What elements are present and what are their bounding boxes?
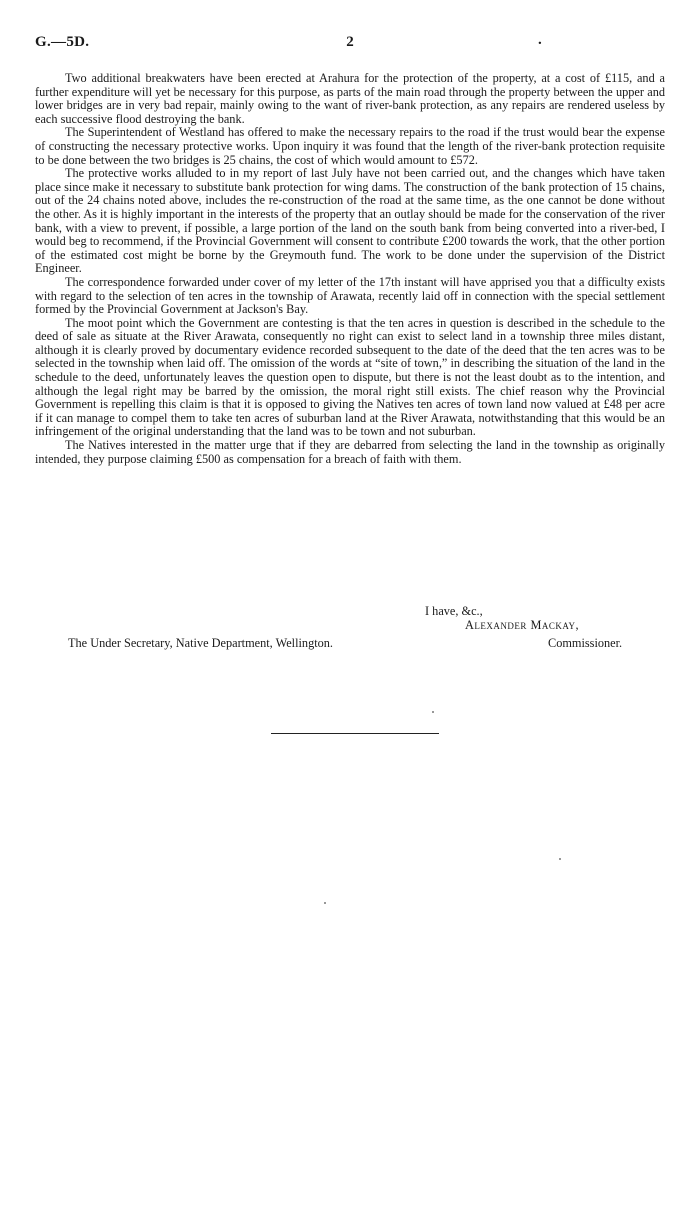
paragraph-breakwaters: Two additional breakwaters have been erected at Arahura for the protection of the property, at a cost of £115, and a further expenditure will yet be necessary for this purpose, as parts of the main road through the property between the upper and lower bridges are in very bad repair, mainly owing to the want of river-bank protection, as any repairs are rendered useless by each successive flood destroying the bank. <box>35 71 665 126</box>
page-header <box>35 34 665 54</box>
paragraph-natives-claim: The Natives interested in the matter urge that if they are debarred from selecting the land in the township as originally intended, they purpose claiming £500 as compensation for a breach of faith with them. <box>35 438 665 466</box>
document-reference: G.—5D. <box>35 34 90 50</box>
paragraph-correspondence: The correspondence forwarded under cover of my letter of the 17th instant will have apprised you that a difficulty exists with regard to the selection of ten acres in the township of Arawata, recently laid off in connection with the special settlement formed by the Provincial Government at Jackson's Bay. <box>35 274 665 317</box>
header-mark: . <box>538 32 542 48</box>
paragraph-superintendent: The Superintendent of Westland has offered to make the necessary repairs to the road if the trust would bear the expense of constructing the necessary protective works. Upon inquiry it was found that the length of the river-bank protection requisite to be done between the two bridges is 25 chains, the cost of which would amount to £572. <box>35 125 665 167</box>
salutation: I have, &c., <box>425 604 483 618</box>
print-speck <box>324 902 326 904</box>
paragraph-moot-point: The moot point which the Government are contesting is that the ten acres in question is described in the schedule to the deed of sale as situate at the River Arawata, consequently no right can exist to select land in a township three miles distant, although it is clearly proved by documentary evidence recorded subsequent to the date of the deed that the ten acres was to be selected in the township when laid off. The omission of the words at “site of town,” in describing the situation of the land in the schedule to the deed, unfortunately leaves the question open to dispute, but there is not the least doubt as to the intention, and although the legal right may be barred by the omission, the moral right still exists. The chief reason why the Provincial Government is repelling this claim is that it is opposed to giving the Natives ten acres of town land now valued at £48 per acre if it can manage to compel them to take ten acres of suburban land at the River Arawata, notwithstanding that this would be an infringement of the original understanding that the land was to be town and not suburban. <box>35 315 665 439</box>
letter-body <box>35 72 665 466</box>
print-speck <box>432 711 434 713</box>
page-number: 2 <box>346 34 354 50</box>
closing-rule <box>271 733 439 734</box>
paragraph-protective-works: The protective works alluded to in my report of last July have not been carried out, and the changes which have taken place since make it necessary to substitute bank protection for wing dams. The construction of the bank protection of 15 chains, out of the 24 chains noted above, includes the re-construction of the road at the same time, as the one cannot be done without the other. As it is highly important in the interests of the property that an outlay should be made for the conservation of the river bank, with a view to prevent, if possible, a large portion of the land on the south bank from being converted into a river-bed, I would beg to recommend, if the Provincial Government will consent to contribute £200 towards the work, that the other portion of the estimated cost might be borne by the Greymouth fund. The work to be done under the supervision of the District Engineer. <box>35 166 665 276</box>
signatory-name: Alexander Mackay, <box>465 618 580 632</box>
print-speck <box>559 858 561 860</box>
signatory-title: Commissioner. <box>548 636 623 650</box>
addressee: The Under Secretary, Native Department, Wellington. <box>68 636 334 650</box>
